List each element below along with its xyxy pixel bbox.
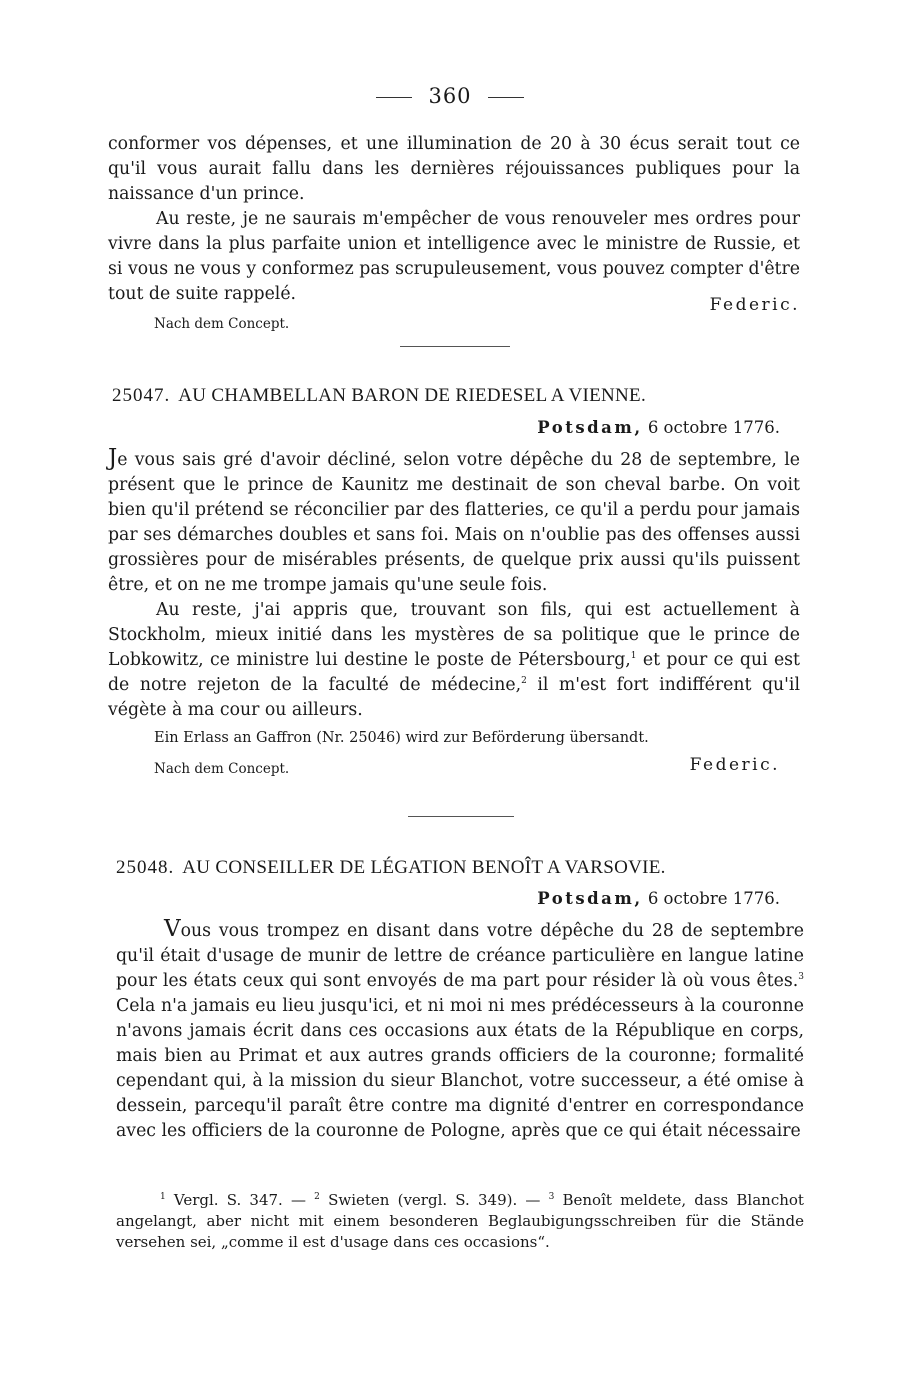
footnote-1: Vergl. S. 347. — (173, 1191, 306, 1209)
letter-footer (108, 753, 800, 783)
letter-heading (112, 385, 802, 407)
page-number-text: 360 (428, 84, 472, 108)
footnote-ref-2: 2 (521, 676, 527, 687)
footnote-mark-3: 3 (548, 1192, 555, 1202)
continued-letter (108, 132, 800, 337)
letter-paragraph-2 (108, 598, 800, 723)
letter-paragraph-2-part-b: et pour ce qui est de notre rejeton de la faculté de médecine, (108, 650, 800, 695)
source-note: Nach dem Concept. (154, 761, 290, 777)
dateline (88, 889, 780, 908)
footnotes (116, 1190, 804, 1253)
footnote-mark-2: 2 (314, 1192, 320, 1202)
drop-cap: J (108, 445, 118, 471)
dateline (88, 418, 780, 437)
dateline-place: Potsdam, (537, 889, 643, 908)
signature: Federic. (709, 295, 800, 315)
letter-paragraph-1 (116, 917, 804, 1144)
dateline-place: Potsdam, (537, 418, 643, 437)
footnote-ref-3: 3 (798, 972, 804, 983)
letter-number: 25047. (112, 385, 171, 406)
dateline-date: 6 octobre 1776. (647, 418, 780, 437)
letter-title: AU CONSEILLER DE LÉGATION BENOÎT A VARSOVIE. (182, 857, 666, 878)
editorial-note: Ein Erlass an Gaffron (Nr. 25046) wird zur Beförderung übersandt. (154, 730, 649, 746)
source-note: Nach dem Concept. (154, 316, 290, 332)
drop-cap: V (164, 916, 181, 942)
section-divider (408, 816, 514, 817)
letter-paragraph-2-part-c: il m'est fort indifférent qu'il végète à ma cour ou ailleurs. (108, 675, 800, 720)
letter-body (108, 446, 800, 783)
page-number-dash-left (376, 97, 412, 98)
letter-heading (116, 857, 806, 879)
footnote-mark-1: 1 (160, 1192, 166, 1202)
letter-paragraph-1-text: e vous sais gré d'avoir décliné, selon votre dépêche du 28 de septembre, le présent que le prince de Kaunitz me destinait de son cheval barbe. On voit bien qu'il prétend se réconcilier par des flatteries, ce qu'il a perdu pour jamais par ses démarches doubles et sans foi. Mais on n'oublie pas des offenses aussi grossières pour de misérables présents, de quelque prix aussi qu'ils puissent être, et on ne me trompe jamais qu'une seule fois. (108, 450, 800, 595)
letter-number: 25048. (116, 857, 175, 878)
letter-title: AU CHAMBELLAN BARON DE RIEDESEL A VIENNE. (178, 385, 647, 406)
page-number-dash-right (488, 97, 524, 98)
section-divider (400, 346, 510, 347)
footnote-2: Swieten (vergl. S. 349). — (328, 1191, 541, 1209)
continued-paragraph-2: Au reste, je ne saurais m'empêcher de vous renouveler mes ordres pour vivre dans la plus parfaite union et intelligence avec le ministre de Russie, et si vous ne vous y conformez pas scrupuleusement, vous pouvez compter d'être tout de suite rappelé. (108, 209, 800, 304)
page-number (0, 84, 900, 108)
footnote-block (116, 1190, 804, 1253)
letter-paragraph-1-part-b: Cela n'a jamais eu lieu jusqu'ici, et ni moi ni mes prédécesseurs à la couronne n'avons jamais écrit dans ces occasions aux états de la République en corps, mais bien au Primat et aux autres grands officiers de la couronne; formalité cependant qui, à la mission du sieur Blanchot, votre successeur, a été omise à dessein, parcequ'il paraît être contre ma dignité d'entrer en correspondance avec les officiers de la couronne de Pologne, après que ce qui était nécessaire (116, 996, 804, 1141)
continued-paragraph-1: conformer vos dépenses, et une illumination de 20 à 30 écus serait tout ce qu'il vous aurait fallu dans les dernières réjouissances publiques pour la naissance d'un prince. (108, 134, 800, 204)
dateline-date: 6 octobre 1776. (647, 889, 780, 908)
footnote-3: Benoît meldete, dass Blanchot angelangt, aber nicht mit einem besonderen Beglaubigungsschreiben für die Stände versehen sei, „comme il est d'usage dans ces occasions“. (116, 1191, 804, 1251)
letter-body (116, 917, 804, 1144)
letter-paragraph-1-part-a: ous vous trompez en disant dans votre dépêche du 28 de septembre qu'il était d'usage de munir de lettre de créance particulière en langue latine pour les états ceux qui sont envoyés de ma part pour résider là où vous êtes. (116, 921, 804, 991)
letter-paragraph-1 (108, 446, 800, 598)
footnote-ref-1: 1 (630, 651, 637, 662)
signature: Federic. (689, 755, 780, 775)
letter-paragraph-2-part-a: Au reste, j'ai appris que, trouvant son fils, qui est actuellement à Stockholm, mieux initié dans les mystères de sa politique que le prince de Lobkowitz, ce ministre lui destine le poste de Pétersbourg, (108, 600, 800, 670)
